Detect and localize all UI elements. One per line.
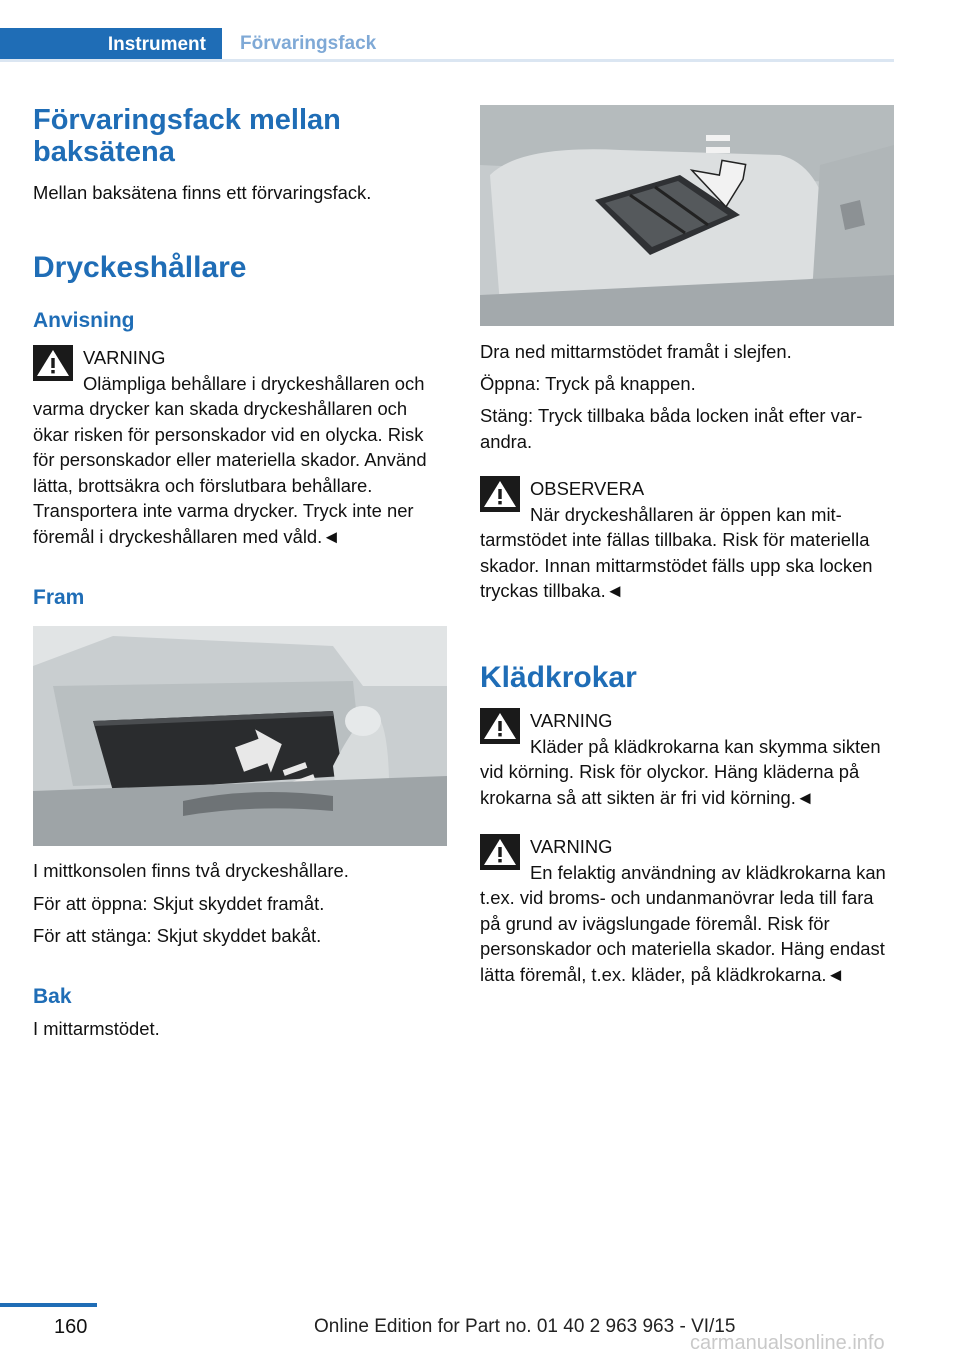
online-edition-text: Online Edition for Part no. 01 40 2 963 963 - VI/15 bbox=[314, 1316, 736, 1337]
fram-line-3: För att stänga: Skjut skyddet bakåt. bbox=[33, 925, 322, 946]
tab-instrument[interactable]: Instrument bbox=[0, 28, 222, 62]
fram-line-2: För att öppna: Skjut skyddet framåt. bbox=[33, 893, 325, 914]
header-divider bbox=[0, 59, 894, 62]
bak-heading: Bak bbox=[33, 985, 72, 1008]
rear-armrest-image bbox=[480, 105, 894, 326]
warning-text: En felaktig användning av klädkrokarna kan t.ex. vid broms- och undanmanövrar leda till fara på grund av ivägslungade föremål. Risk för personskador och materiella skador. Häng endast lätta föremål, t.ex. kläder, på klädkrokarna.◄ bbox=[480, 861, 886, 985]
warning-text: Olämpliga behållare i dryckeshållaren och varma drycker kan skada dryckeshållaren och ökar risken för personskador vid en olycka. Risk för personskador eller materiella skador. Använd lätta, brottsäkra och förslutbara behållare. Transportera inte varma drycker. Tryck inte ner föremål i dryckeshållaren med våld.◄ bbox=[33, 372, 427, 547]
intro-text: Mellan baksätena finns ett förvaringsfack. bbox=[33, 182, 372, 203]
chapter-title-dryckeshallare: Dryckeshållare bbox=[33, 251, 247, 284]
warning-label: VARNING bbox=[83, 347, 166, 368]
bak-text: I mittarmstödet. bbox=[33, 1018, 160, 1039]
watermark: carmanualsonline.info bbox=[690, 1332, 885, 1354]
header-tabs bbox=[0, 28, 894, 62]
anvisning-heading: Anvisning bbox=[33, 309, 135, 332]
armrest-line-1: Dra ned mittarmstödet framåt i slejfen. bbox=[480, 341, 792, 362]
armrest-line-2: Öppna: Tryck på knappen. bbox=[480, 373, 696, 394]
warning-label: VARNING bbox=[530, 710, 613, 731]
notice-text: När dryckeshållaren är öppen kan mittarmstödet inte fällas tillbaka. Risk för materiella skador. Innan mittarmstödet fälls upp ska locken tryckas tillbaka.◄ bbox=[480, 503, 873, 601]
tab-forvaringsfack[interactable]: Förvaringsfack bbox=[240, 32, 377, 54]
page-number: 160 bbox=[54, 1316, 88, 1338]
footer-accent-line bbox=[0, 1303, 97, 1307]
warning-label: VARNING bbox=[530, 836, 613, 857]
fram-heading: Fram bbox=[33, 586, 85, 609]
section-title: Förvaringsfack mellan baksätena bbox=[33, 104, 341, 168]
armrest-line-3: Stäng: Tryck tillbaka båda locken inåt efter varandra. bbox=[480, 405, 863, 452]
warning-text: Kläder på klädkrokarna kan skymma sikten vid körning. Risk för olyckor. Häng kläderna på krokarna så att sikten är fri vid körning.◄ bbox=[480, 735, 881, 808]
fram-line-1: I mittkonsolen finns två dryckeshållare. bbox=[33, 860, 349, 881]
notice-label: OBSERVERA bbox=[530, 478, 645, 499]
front-cupholder-image bbox=[33, 626, 447, 846]
chapter-title-kladkrokar: Klädkrokar bbox=[480, 661, 637, 694]
